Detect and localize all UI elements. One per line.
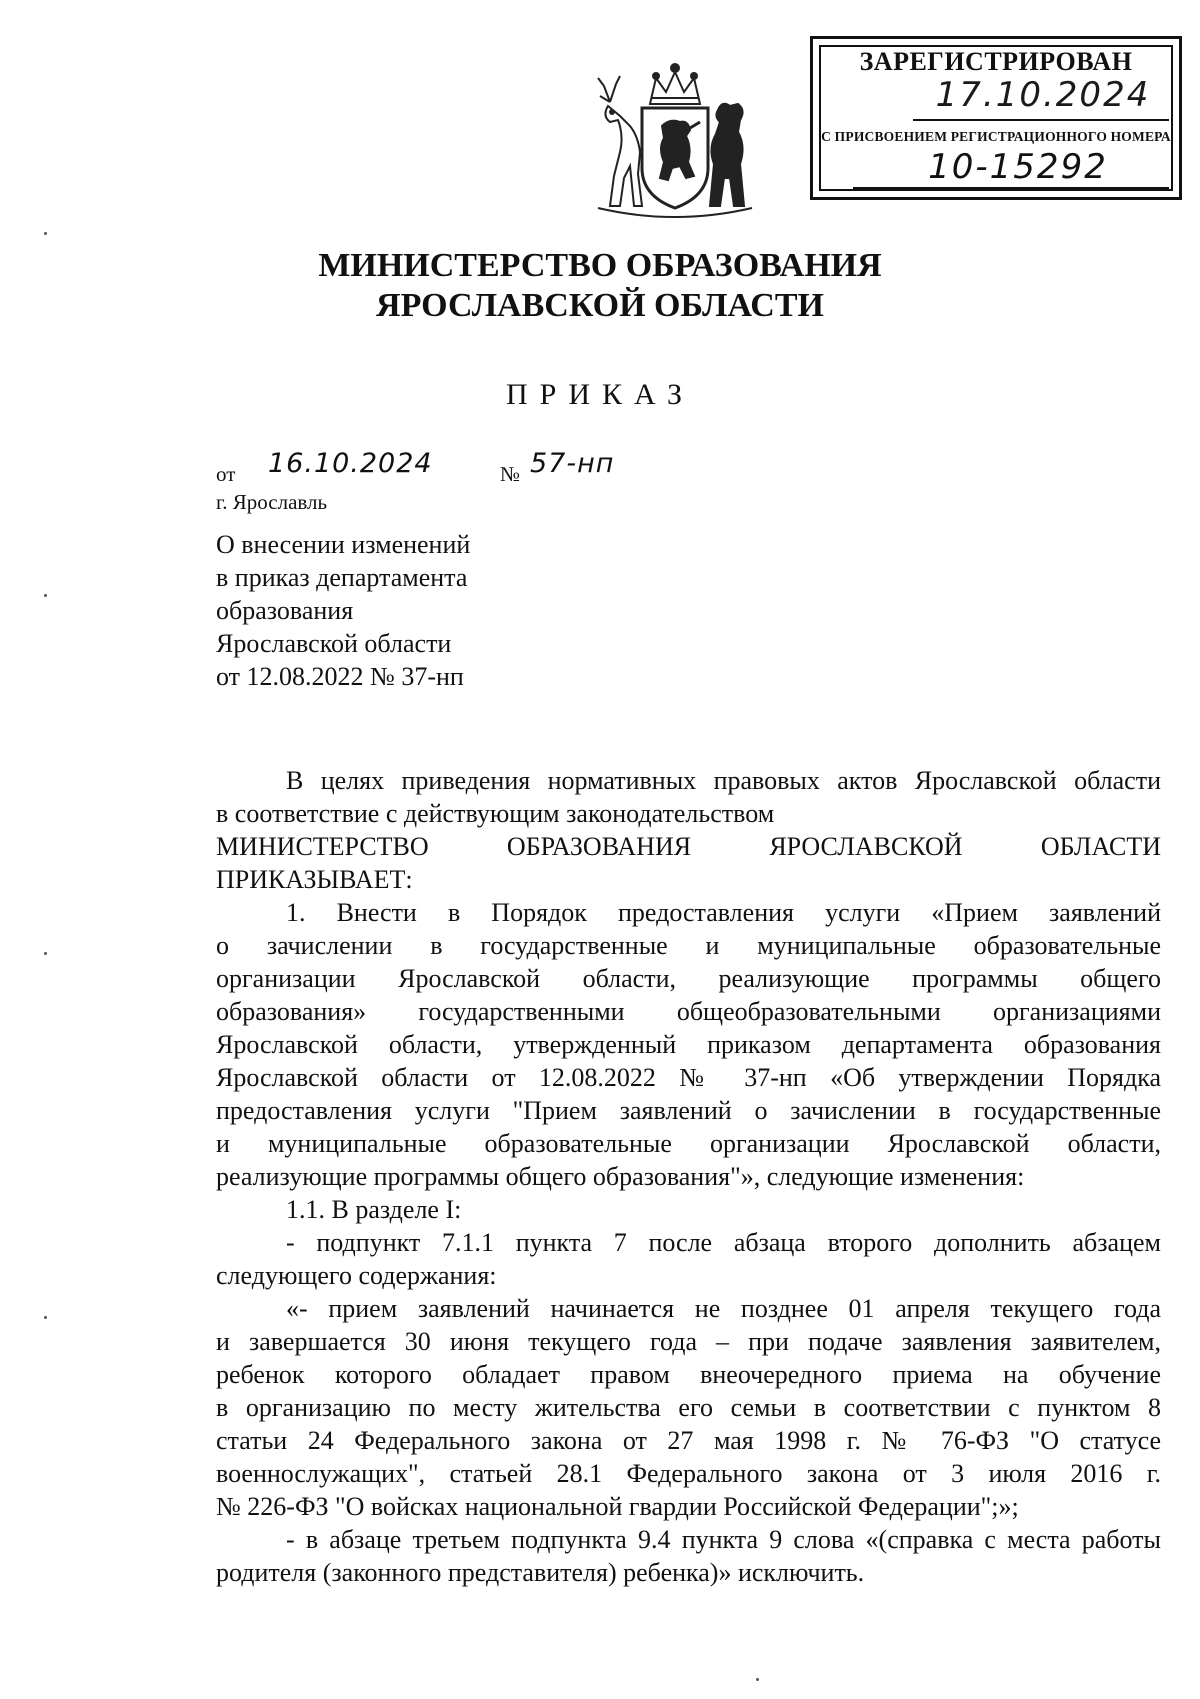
- item1-line: 1. Внести в Порядок предоставления услуги «Прием заявлений: [286, 898, 1161, 927]
- subitem-line: следующего содержания:: [216, 1261, 497, 1290]
- stamp-underline-number: [853, 187, 1169, 189]
- quote-line: статьи 24 Федерального закона от 27 мая 1998 г. № 76-ФЗ "О статусе: [216, 1426, 1161, 1455]
- scan-speck: [44, 952, 47, 955]
- stamp-caption: С ПРИСВОЕНИЕМ РЕГИСТРАЦИОННОГО НОМЕРА: [821, 129, 1171, 144]
- quote-line: и завершается 30 июня текущего года – при подаче заявления заявителем,: [216, 1327, 1161, 1356]
- item1-line: и муниципальные образовательные организации Ярославской области,: [216, 1129, 1161, 1158]
- subject-line: от 12.08.2022 № 37-нп: [216, 662, 464, 691]
- order-number: 57-нп: [530, 448, 615, 479]
- subitem-line: - подпункт 7.1.1 пункта 7 после абзаца второго дополнить абзацем: [286, 1228, 1161, 1257]
- city: г. Ярославль: [216, 490, 328, 514]
- intro-line: В целях приведения нормативных правовых актов Ярославской области: [286, 766, 1161, 795]
- scan-speck: [756, 1678, 759, 1681]
- scan-speck: [44, 232, 47, 235]
- stamp-registration-number: 10-15292: [928, 147, 1108, 187]
- subject-line: в приказ департамента: [216, 563, 468, 592]
- item1-line: Ярославской области от 12.08.2022 № 37-нп «Об утверждении Порядка: [216, 1063, 1161, 1092]
- quote-line: в организацию по месту жительства его семьи в соответствии с пунктом 8: [216, 1393, 1161, 1422]
- document-type-heading: ПРИКАЗ: [506, 378, 694, 411]
- subitem-line: - в абзаце третьем подпункта 9.4 пункта 9 слова «(справка с места работы: [286, 1525, 1161, 1554]
- scan-speck: [44, 594, 47, 597]
- ministry-title-line-2: ЯРОСЛАВСКОЙ ОБЛАСТИ: [376, 287, 824, 324]
- body-text: [216, 764, 1161, 1589]
- registration-stamp: [810, 36, 1182, 200]
- ministry-title-line-1: МИНИСТЕРСТВО ОБРАЗОВАНИЯ: [318, 247, 882, 284]
- stamp-title: ЗАРЕГИСТРИРОВАН: [859, 47, 1133, 76]
- quote-line: ребенок которого обладает правом внеочередного приема на обучение: [216, 1360, 1161, 1389]
- quote-line: № 226-ФЗ "О войсках национальной гвардии Российской Федерации";»;: [216, 1492, 1019, 1521]
- item1-line: Ярославской области, утвержденный приказом департамента образования: [216, 1030, 1161, 1059]
- subitem-line: родителя (законного представителя) ребенка)» исключить.: [216, 1558, 865, 1587]
- subject-block: [216, 528, 636, 693]
- subject-line: образования: [216, 596, 354, 625]
- number-label: №: [500, 462, 521, 486]
- item1-line: образования» государственными общеобразовательными организациями: [216, 997, 1161, 1026]
- decree-line: МИНИСТЕРСТВО ОБРАЗОВАНИЯ ЯРОСЛАВСКОЙ ОБЛАСТИ: [216, 832, 1161, 861]
- item1-line: предоставления услуги "Прием заявлений о зачислении в государственные: [216, 1096, 1161, 1125]
- scan-speck: [44, 1316, 47, 1319]
- subject-line: О внесении изменений: [216, 530, 471, 559]
- quote-line: военнослужащих", статьей 28.1 Федерального закона от 3 июля 2016 г.: [216, 1459, 1161, 1488]
- stamp-date: 17.10.2024: [935, 75, 1151, 115]
- item1-line: о зачислении в государственные и муниципальные образовательные: [216, 931, 1161, 960]
- stamp-underline-date: [913, 119, 1169, 121]
- intro-line: в соответствие с действующим законодательством: [216, 799, 775, 828]
- item-1-1: 1.1. В разделе I:: [286, 1195, 462, 1224]
- date-label: от: [216, 462, 236, 486]
- order-date: 16.10.2024: [268, 448, 433, 479]
- decree-line: ПРИКАЗЫВАЕТ:: [216, 865, 413, 894]
- coat-of-arms-icon: [590, 56, 760, 226]
- item1-line: организации Ярославской области, реализующие программы общего: [216, 964, 1161, 993]
- quote-line: «- прием заявлений начинается не позднее 01 апреля текущего года: [286, 1294, 1161, 1323]
- subject-line: Ярославской области: [216, 629, 452, 658]
- item1-line: реализующие программы общего образования"», следующие изменения:: [216, 1162, 1025, 1191]
